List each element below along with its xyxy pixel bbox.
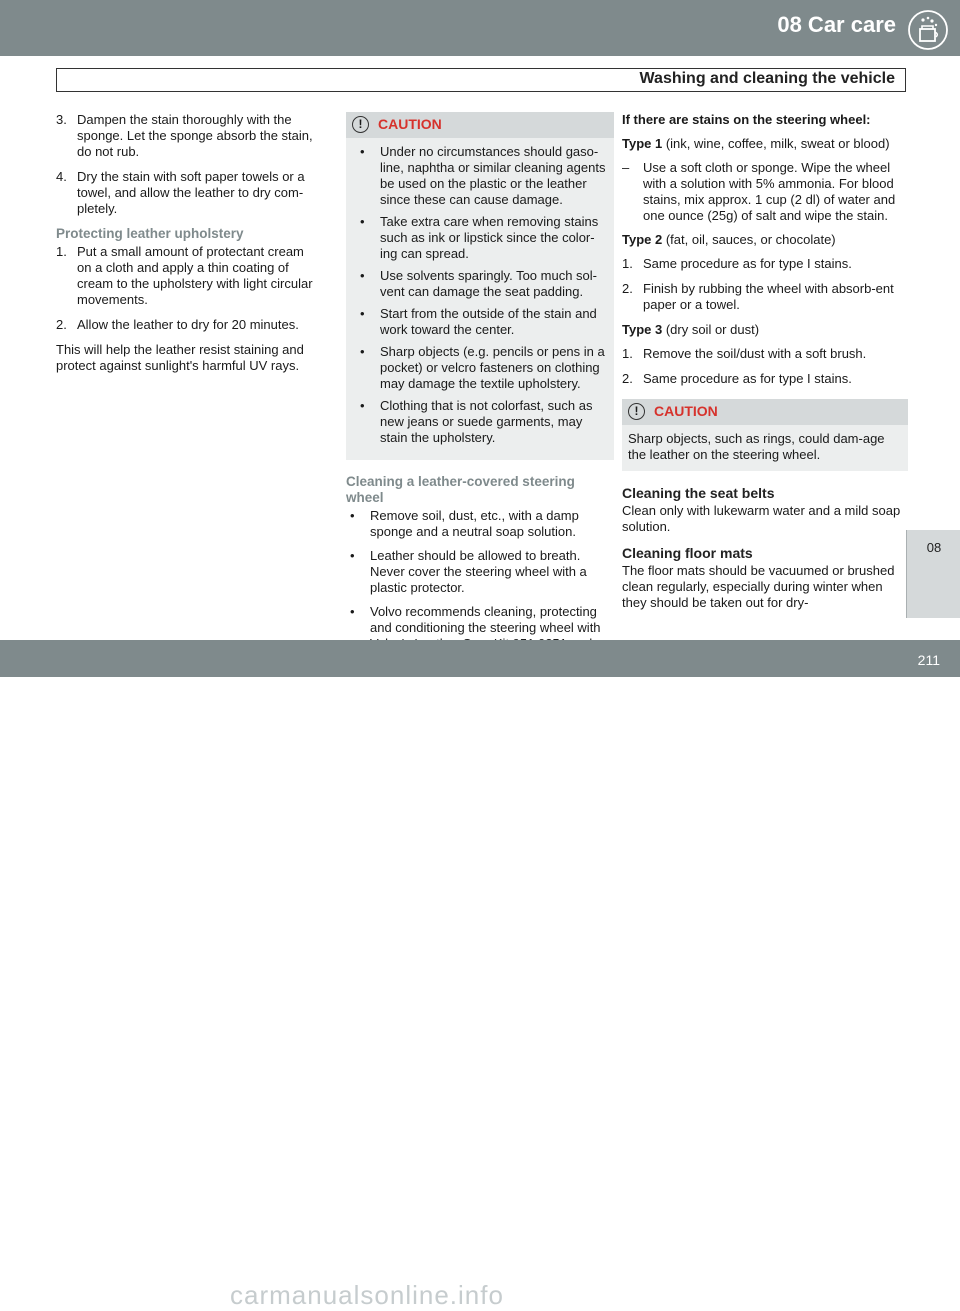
- list-text: Same procedure as for type I stains.: [643, 256, 852, 271]
- list-item: [622, 160, 908, 224]
- floor-mats-text: The floor mats should be vacuumed or brushed clean regularly, especially during winter when they should be taken out for dry-: [622, 563, 895, 610]
- bullet-item: [352, 144, 606, 208]
- stains-heading: If there are stains on the steering wheel:: [622, 112, 871, 127]
- bullet-text: Volvo recommends cleaning, protecting and conditioning the steering wheel with: [370, 604, 601, 635]
- bullet-icon: •: [350, 508, 355, 523]
- bullet-icon: •: [360, 306, 365, 321]
- bullet-text: Remove soil, dust, etc., with a damp sponge and a neutral soap solution.: [370, 508, 579, 539]
- type3-label: Type 3: [622, 322, 663, 337]
- list-text: Dampen the stain thoroughly with the sponge. Let the sponge absorb the stain, do not rub.: [77, 112, 313, 159]
- type3-text: (dry soil or dust): [662, 322, 760, 337]
- list-item: [56, 112, 318, 160]
- bullet-icon: •: [360, 214, 365, 229]
- caution-header: [346, 112, 614, 138]
- list-item: [622, 346, 908, 362]
- bullet-item: [352, 306, 606, 338]
- bullet-text: Leather should be allowed to breath. Never cover the steering wheel with a plastic protector.: [370, 548, 587, 595]
- list-text: Put a small amount of protectant cream on a cloth and apply a thin coating of cream to the upholstery with light circular movements.: [77, 244, 313, 307]
- bullet-text: Take extra care when removing stains such as ink or lipstick since the color-ing can spread.: [380, 214, 599, 261]
- caution-title: CAUTION: [378, 116, 442, 132]
- bullet-item: [352, 344, 606, 392]
- list-marker: 3.: [56, 112, 67, 127]
- chapter-side-tab: [906, 530, 960, 618]
- seat-belts-heading: Cleaning the seat belts: [622, 485, 775, 501]
- list-text: Same procedure as for type I stains.: [643, 371, 852, 386]
- caution-box: [346, 112, 614, 460]
- list-item: [622, 256, 908, 272]
- warning-icon: !: [352, 116, 369, 133]
- chapter-header-bar: [0, 0, 960, 56]
- bullet-icon: •: [350, 548, 355, 563]
- bullet-text: Clothing that is not colorfast, such as new jeans or suede garments, may stain the upholstery.: [380, 398, 593, 445]
- type2-label: Type 2: [622, 232, 663, 247]
- bullet-icon: •: [360, 268, 365, 283]
- bullet-icon: •: [350, 604, 355, 619]
- list-text: Remove the soil/dust with a soft brush.: [643, 346, 867, 361]
- list-marker: 1.: [56, 244, 67, 259]
- footer-bar: [0, 640, 960, 1310]
- bullet-item: [352, 398, 606, 446]
- chapter-title: 08 Car care: [777, 12, 896, 37]
- bullet-text: Sharp objects (e.g. pencils or pens in a pocket) or velcro fasteners on clothing may damage the textile upholstery.: [380, 344, 605, 391]
- list-marker: 4.: [56, 169, 67, 184]
- caution-body: [346, 138, 614, 460]
- type3-line: [622, 322, 908, 338]
- caution-header: [622, 399, 908, 425]
- bullet-text: Start from the outside of the stain and work toward the center.: [380, 306, 597, 337]
- list-marker: 1.: [622, 256, 633, 271]
- type1-text: (ink, wine, coffee, milk, sweat or blood): [662, 136, 890, 151]
- list-marker: –: [622, 160, 630, 175]
- section-title-bar: [56, 68, 906, 92]
- list-item: [56, 317, 318, 333]
- bullet-icon: •: [360, 398, 365, 413]
- bullet-item: [352, 268, 606, 300]
- floor-mats-heading: Cleaning floor mats: [622, 545, 753, 561]
- list-text: Use a soft cloth or sponge. Wipe the wheel with a solution with 5% ammonia. For blood stains, mix approx. 1 cup (2 dl) of water and one ounce (25g) of salt and wipe the stain.: [643, 160, 896, 223]
- bullet-icon: •: [360, 344, 365, 359]
- bullet-icon: •: [360, 144, 365, 159]
- list-item: [622, 281, 908, 313]
- type2-text: (fat, oil, sauces, or chocolate): [662, 232, 836, 247]
- leather-wheel-heading: Cleaning a leather-covered steering wheel: [346, 474, 575, 505]
- caution-box-2: [622, 399, 908, 471]
- list-item: [56, 169, 318, 217]
- side-tab-label: 08: [926, 540, 942, 555]
- list-text: Dry the stain with soft paper towels or a towel, and allow the leather to dry com-pletely.: [77, 169, 305, 216]
- protect-paragraph: This will help the leather resist staining and protect against sunlight's harmful UV rays.: [56, 342, 304, 373]
- bullet-item: [346, 508, 614, 540]
- list-marker: 2.: [622, 371, 633, 386]
- watermark: carmanualsonline.info: [230, 1280, 504, 1310]
- page-number: 211: [917, 652, 940, 668]
- list-item: [622, 371, 908, 387]
- bullet-text: Use solvents sparingly. Too much sol-vent can damage the seat padding.: [380, 268, 598, 299]
- warning-icon: !: [628, 403, 645, 420]
- column-3: [622, 112, 908, 619]
- column-2: [346, 112, 614, 676]
- list-marker: 1.: [622, 346, 633, 361]
- list-marker: 2.: [56, 317, 67, 332]
- bullet-item: [346, 548, 614, 596]
- list-text: Finish by rubbing the wheel with absorb-ent paper or a towel.: [643, 281, 894, 312]
- car-wash-icon: [906, 8, 950, 52]
- type1-line: [622, 136, 908, 152]
- type2-line: [622, 232, 908, 248]
- bullet-text: Under no circumstances should gaso-line, naphtha or similar cleaning agents be used on the plastic or the leather since these can cause damage.: [380, 144, 606, 207]
- list-text: Allow the leather to dry for 20 minutes.: [77, 317, 299, 332]
- list-item: [56, 244, 318, 308]
- list-marker: 2.: [622, 281, 633, 296]
- protecting-leather-heading: Protecting leather upholstery: [56, 226, 244, 241]
- seat-belts-text: Clean only with lukewarm water and a mild soap solution.: [622, 503, 901, 534]
- caution-text: Sharp objects, such as rings, could dam-age the leather on the steering wheel.: [628, 431, 885, 462]
- caution-title: CAUTION: [654, 403, 718, 419]
- section-title: Washing and cleaning the vehicle: [639, 70, 895, 87]
- type1-label: Type 1: [622, 136, 663, 151]
- column-1: [56, 112, 318, 382]
- bullet-item: [352, 214, 606, 262]
